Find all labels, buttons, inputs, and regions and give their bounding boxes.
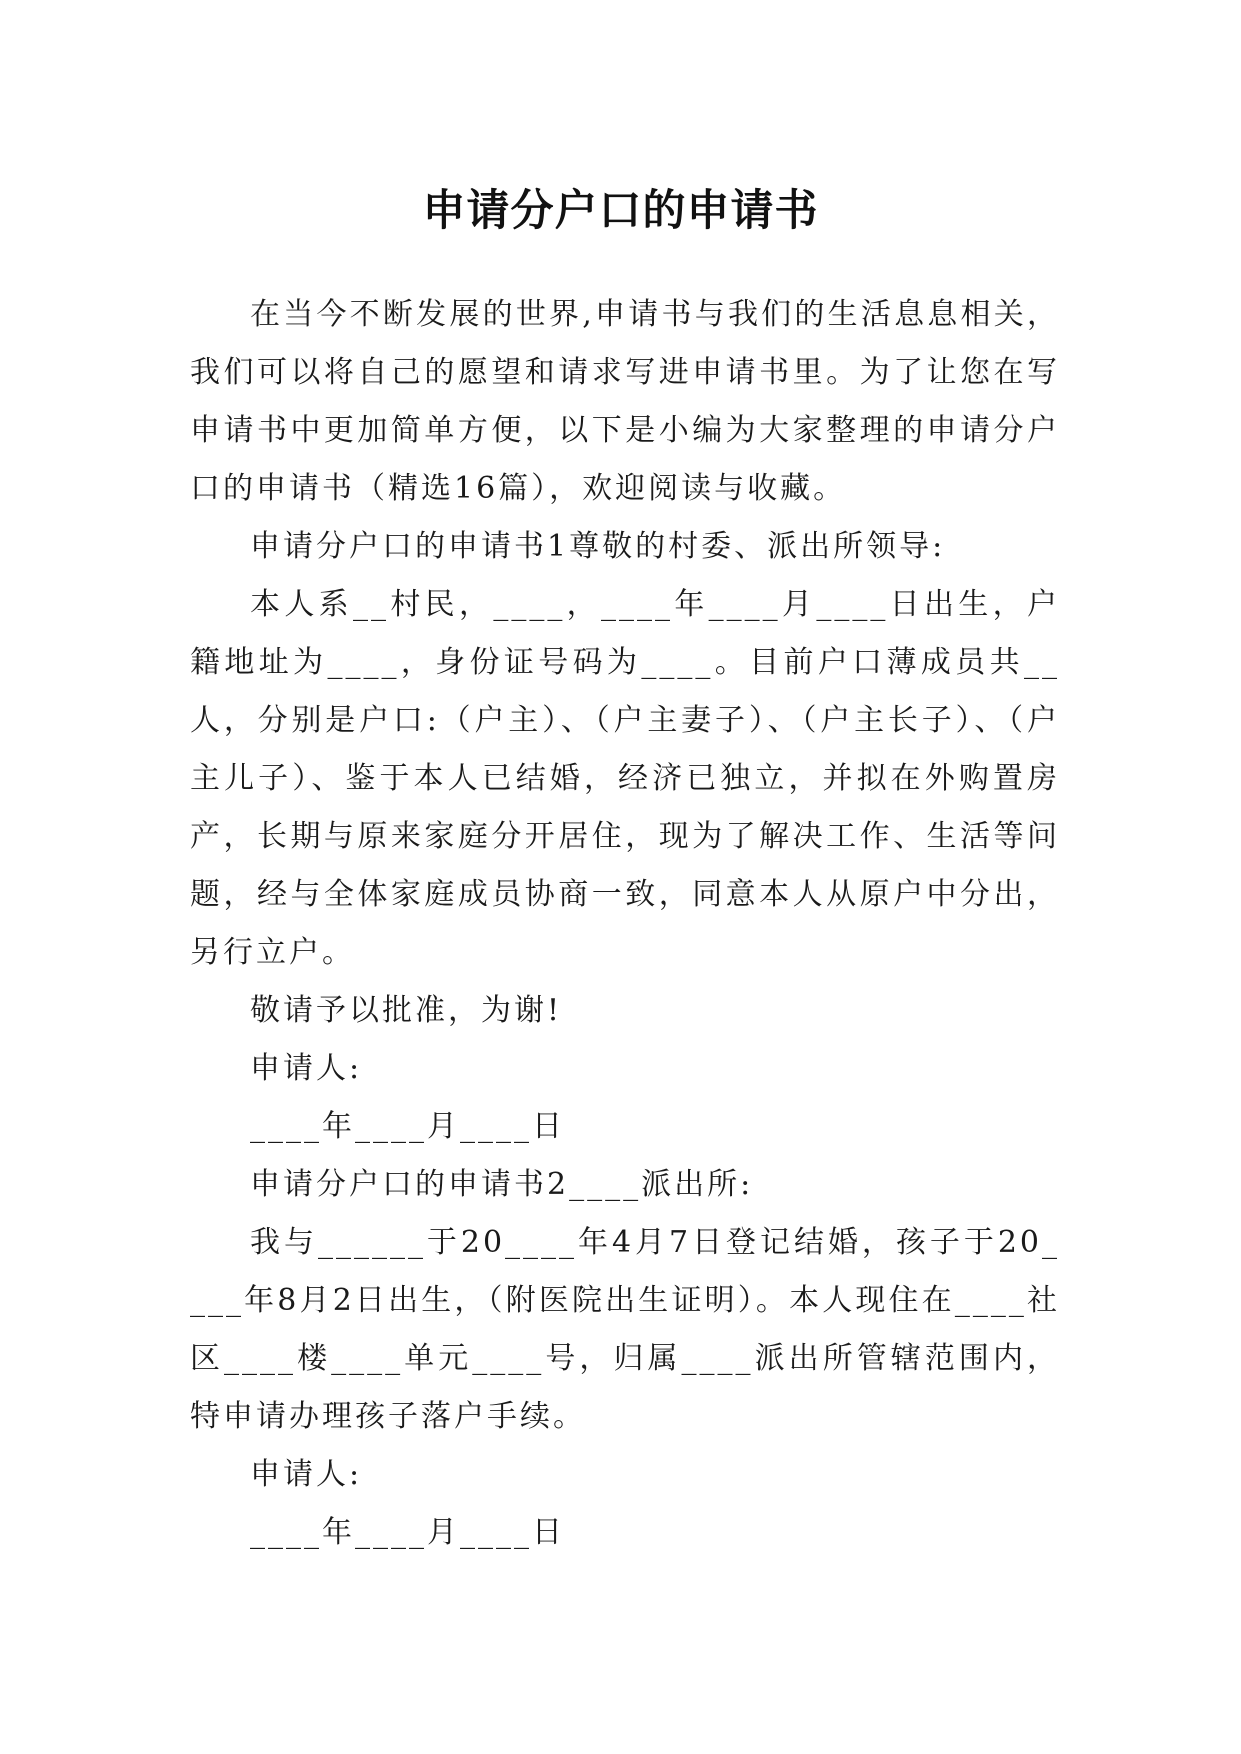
document-title: 申请分户口的申请书 (422, 185, 819, 236)
letter-1-closing: 敬请予以批准，为谢! (250, 993, 563, 1028)
letter-2-heading: 申请分户口的申请书2____派出所: (250, 1167, 754, 1202)
letter-2-applicant: 申请人: (250, 1457, 363, 1492)
letter-1-heading: 申请分户口的申请书1尊敬的村委、派出所领导: (250, 529, 946, 564)
intro-paragraph: 在当今不断发展的世界,申请书与我们的生活息息相关，我们可以将自己的愿望和请求写进申请书里。为了让您在写申请书中更加简单方便，以下是小编为大家整理的申请分户口的申请书（精选16篇），欢迎阅读与收藏。 (190, 297, 1060, 506)
letter-1-body: 本人系__村民，____，____年____月____日出生，户籍地址为____，身份证号码为____。目前户口薄成员共__人，分别是户口:（户主）、（户主妻子）、（户主长子）、（户主儿子）、鉴于本人已结婚，经济已独立，并拟在外购置房产，长期与原来家庭分开居住，现为了解决工作、生活等问题，经与全体家庭成员协商一致，同意本人从原户中分出，另行立户。 (190, 587, 1060, 970)
document-body (190, 286, 1060, 1562)
letter-1-applicant: 申请人: (250, 1051, 363, 1086)
letter-1-date: ____年____月____日 (250, 1109, 565, 1144)
letter-2-body: 我与______于20____年4月7日登记结婚，孩子于20____年8月2日出生，（附医院出生证明）。本人现住在____社区____楼____单元____号，归属____派出所管辖范围内，特申请办理孩子落户手续。 (190, 1225, 1060, 1434)
letter-2-date: ____年____月____日 (250, 1515, 565, 1550)
